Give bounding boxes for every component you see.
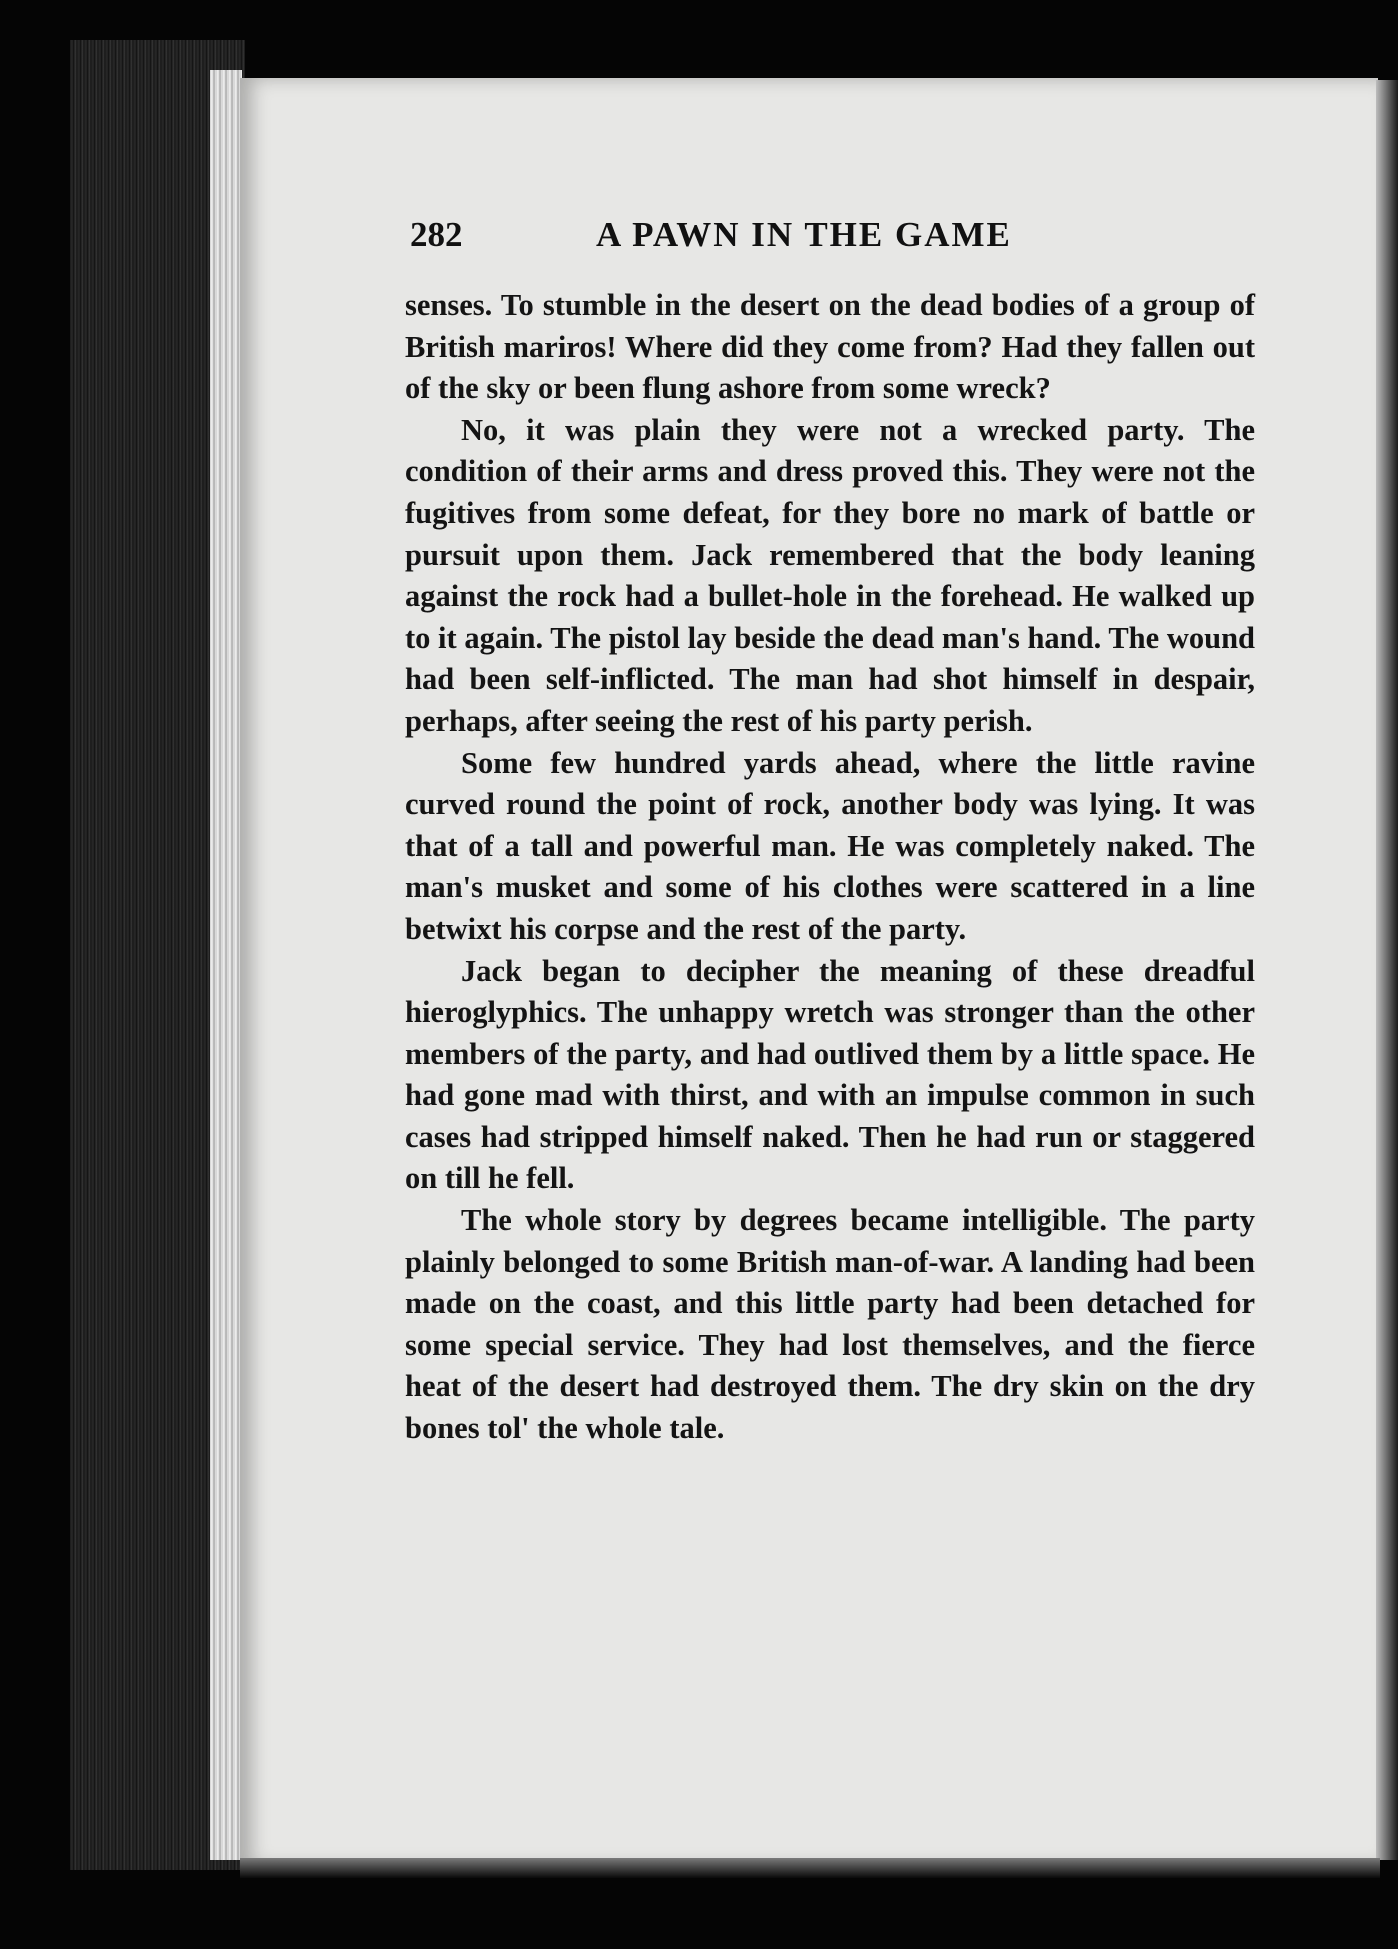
paragraph: Jack began to decipher the meaning of these dreadful hieroglyphics. The unhappy wretch was stronger than the other members of the party, and had outlived them by a little space. He had gone mad with thirst, and with an impulse common in such cases had stripped himself naked. Then he had run or staggered on till he fell. [405, 953, 1255, 1196]
page-right-edge [1376, 80, 1398, 1860]
running-title: A PAWN IN THE GAME [596, 215, 1012, 254]
running-header [410, 215, 1260, 265]
page-edge-highlight [210, 70, 242, 1860]
paragraph: Some few hundred yards ahead, where the little ravine curved round the point of rock, another body was lying. It was that of a tall and powerful man. He was completely naked. The man's musket and some of his clothes were scattered in a line betwixt his corpse and the rest of the party. [405, 745, 1255, 946]
paragraph: The whole story by degrees became intelligible. The party plainly belonged to some British man-of-war. A landing had been made on the coast, and this little party had been detached for some special service. They had lost themselves, and the fierce heat of the desert had destroyed them. The dry skin on the dry bones tol' the whole tale. [405, 1203, 1255, 1446]
page-number: 282 [410, 215, 463, 254]
paragraph: No, it was plain they were not a wrecked party. The condition of their arms and dress proved this. They were not the fugitives from some defeat, for they bore no mark of battle or pursuit upon them. Jack remembered that the body leaning against the rock had a bullet-hole in the forehead. He walked up to it again. The pistol lay beside the dead man's hand. The wound had been self-inflicted. The man had shot himself in despair, perhaps, after seeing the rest of his party perish. [405, 412, 1255, 738]
paragraph: senses. To stumble in the desert on the dead bodies of a group of British mariros! Where did they come from? Had they fallen out of the sky or been flung ashore from some wreck? [405, 288, 1255, 406]
page-bottom-shadow [240, 1858, 1380, 1878]
body-text [405, 285, 1255, 1450]
